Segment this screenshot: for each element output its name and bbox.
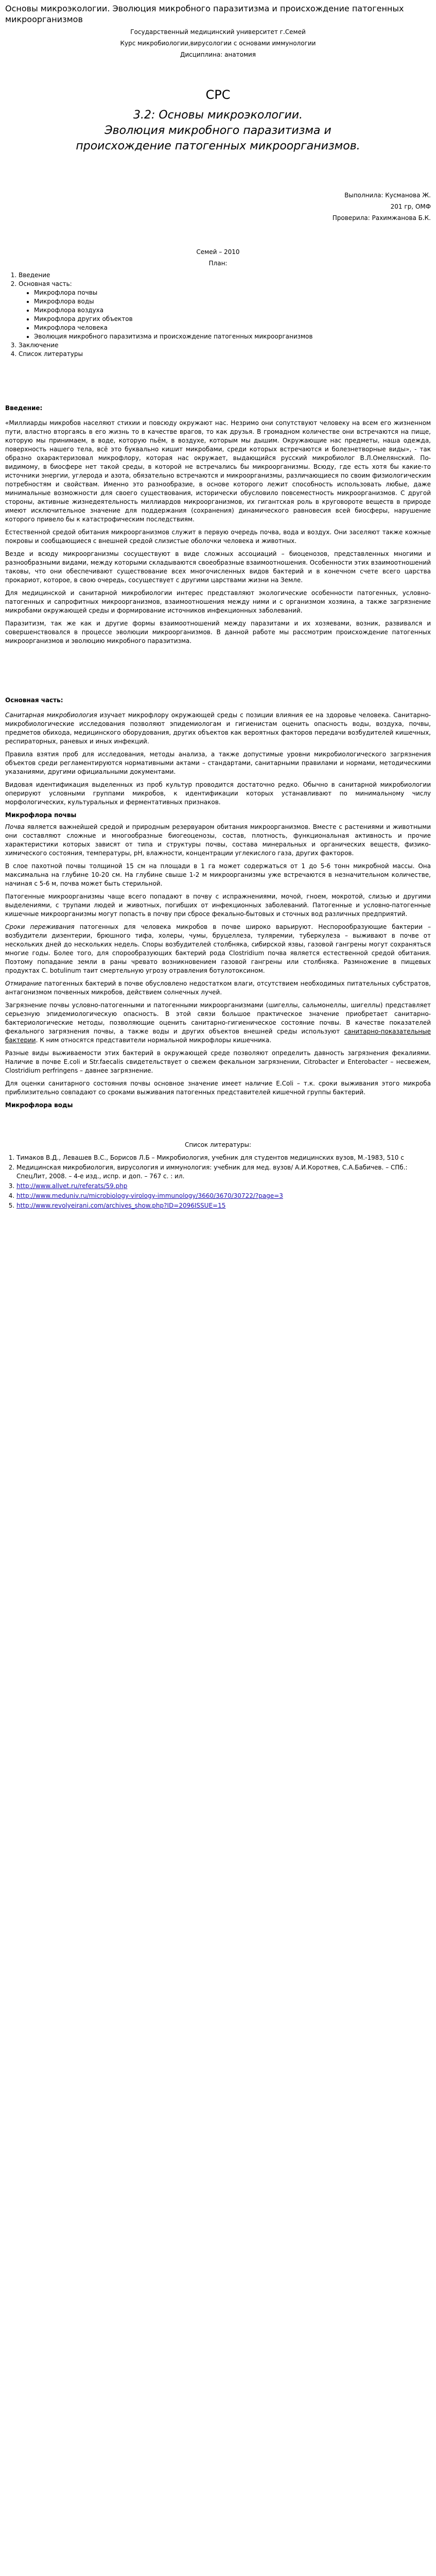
references-section <box>5 1141 431 1210</box>
plan-item-intro: 1. Введение <box>19 271 431 280</box>
university-name: Государственный медицинский университет г.Семей <box>130 28 306 36</box>
water-heading: Микрофлора воды <box>5 1101 73 1109</box>
soil-paragraph: В слое пахотной почвы толщиной 15 см на площади в 1 га может содержаться от 1 до 5-6 тонн микробной массы. Она максимальна на глубине 10-20 см. На глубине свыше 1-2 м микроорганизмы уже встречаются в незначительном количестве, начиная с 5-6 м, почва может быть стерильной. <box>5 862 431 887</box>
intro-section <box>5 404 431 646</box>
city-year: Семей – 2010 <box>196 248 240 256</box>
term: Почва <box>5 823 25 831</box>
intro-heading: Введение: <box>5 404 43 412</box>
soil-paragraph <box>5 923 431 975</box>
reference-link[interactable]: http://www.meduniv.ru/microbiology-virology-immunology/3660/3670/30722/?page=3 <box>16 1192 283 1199</box>
term: Санитарная микробиология <box>5 711 97 719</box>
plan-subitem: • Микрофлора воды <box>34 297 431 306</box>
main-paragraph <box>5 711 431 746</box>
soil-paragraph: Для оценки санитарного состояния почвы основное значение имеет наличие E.Coli – т.к. сроки выживания этого микроба приблизительно совпадают со сроками выживания патогенных представителей кишечной группы бактерий. <box>5 1080 431 1096</box>
soil-heading: Микрофлора почвы <box>5 811 77 819</box>
references-label: Список литературы: <box>184 1141 252 1148</box>
checker-name: Проверила: Рахимжанова Б.К. <box>332 214 431 222</box>
plan-subitem: • Микрофлора человека <box>34 324 431 332</box>
plan-item-references: 4. Список литературы <box>19 350 431 359</box>
reference-item <box>16 1192 431 1200</box>
paragraph-text: изучает микрофлору окружающей среды с позиции влияния ее на здоровье человека. Санитарно-микробиологические исследования позволяют эпидемиологам и гигиенистам оценить опасность воды, воздуха, почвы, предметов обихода, медицинского оборудования, других объектов как вероятных факторов передачи возбудителей кишечных, респираторных, раневых и иных инфекций. <box>5 711 431 745</box>
soil-paragraph: Патогенные микроорганизмы чаще всего попадают в почву с испражнениями, мочой, гноем, мокротой, слизью и другими выделениями, с трупами людей и животных, погибших от инфекционных заболеваний. Патогенные и условно-патогенные кишечные микроорганизмы могут попасть в почву при сбросе фекально-бытовых и сточных вод различных предприятий. <box>5 893 431 918</box>
soil-paragraph <box>5 1001 431 1045</box>
plan-item-conclusion: 3. Заключение <box>19 341 431 350</box>
group-name: 201 гр, ОМФ <box>390 203 431 210</box>
paragraph-text: . К ним относятся представители нормальной микрофлоры кишечника. <box>36 1037 272 1044</box>
document-page <box>0 0 436 1222</box>
work-subtitle <box>5 108 431 154</box>
indicator-bacteria-link[interactable]: санитарно-показательные бактерии <box>5 1028 431 1044</box>
subtitle-line-2: Эволюция микробного паразитизма и <box>104 124 332 137</box>
main-paragraph: Видовая идентификация выделенных из проб культур проводится достаточно редко. Обычно в санитарной микробиологии оперируют условными группами микробов, к идентификации которых устанавливают по минимальному числу морфологических, культуральных и ферментативных признаков. <box>5 781 431 806</box>
reference-item: 2. Медицинская микробиология, вирусология и иммунология: учебник для мед. вузов/ А.И.Коротяев, С.А.Бабичев. – СПб.: СпецЛит, 2008. – 4-е изд., испр. и доп. – 767 с. : ил. <box>16 1163 431 1181</box>
term: Отмирание <box>5 980 42 987</box>
document-title: Основы микроэкологии. Эволюция микробного паразитизма и происхождение патогенных микроорганизмов <box>5 4 404 24</box>
soil-paragraph <box>5 979 431 997</box>
soil-paragraph <box>5 823 431 858</box>
subtitle-line-1: 3.2: Основы микроэкологии. <box>133 109 303 122</box>
soil-paragraph: Разные виды выживаемости этих бактерий в окружающей среде позволяют определить давность загрязнения фекалиями. Наличие в почве E.coli и Str.faecalis свидетельствует о свежем фекальном загрязнении, Citrobacter и Enterobacter – несвежем, Clostridium perfringens – давнее загрязнение. <box>5 1049 431 1074</box>
references-list <box>5 1154 431 1210</box>
reference-item <box>16 1201 431 1210</box>
work-type: СРС <box>205 88 231 102</box>
plan-subitem: • Эволюция микробного паразитизма и происхождение патогенных микроорганизмов <box>34 332 431 341</box>
plan-subitem: • Микрофлора других объектов <box>34 315 431 324</box>
paragraph-text: патогенных для человека микробов в почве широко варьируют. Неспорообразующие бактерии – возбудители дизентерии, брюшного тифа, холеры, чумы, бруцеллеза, туляремии, туберкулеза – выживают в почве от нескольких дней до нескольких недель. Споры возбудителей столбняка, сибирской язвы, газовой гангрены могут сохраняться многие годы. Более того, для спорообразующих бактерий рода Clostridium почва является естественной средой обитания. Поэтому попадание земли в раны чревато возникновением газовой гангрены или столбняка. Размножение в пищевых продуктах C. botulinum таит смертельную угрозу отравления ботулотоксином. <box>5 923 431 974</box>
plan-subitem: • Микрофлора почвы <box>34 289 431 297</box>
main-section <box>5 696 431 1110</box>
main-paragraph: Правила взятия проб для исследования, методы анализа, а также допустимые уровни микробиологического загрязнения объектов среди регламентируются нормативными актами – стандартами, санитарными правилами и нормами, методическими указаниями, другими официальными документами. <box>5 751 431 775</box>
paragraph-text: является важнейшей средой и природным резервуаром обитания микроорганизмов. Вместе с растениями и животными они составляют сложные и многообразные биогеоценозы, состав, плотность, функциональная активность и прочие характеристики которых зависят от типа и структуры почвы, состава минеральных и органических веществ, физико-химического состояния, температуры, pH, влажности, концентрации углекислого газа, других факторов. <box>5 823 431 857</box>
term: Сроки переживания <box>5 923 75 930</box>
discipline-name: Дисциплина: анатомия <box>180 51 256 58</box>
plan-item-main <box>19 280 431 341</box>
plan-subitem: • Микрофлора воздуха <box>34 306 431 315</box>
reference-link[interactable]: http://www.allvet.ru/referats/59.php <box>16 1182 128 1190</box>
paragraph-text: патогенных бактерий в почве обусловлено недостатком влаги, отсутствием необходимых питательных субстратов, антагонизмом почвенных микробов, действием солнечных лучей. <box>5 980 431 996</box>
plan-list <box>5 271 431 359</box>
reference-item: 1. Тимаков В.Д., Левашев В.С., Борисов Л.Б – Микробиология, учебник для студентов медицинских вузов, М.-1983, 510 с <box>16 1154 431 1162</box>
plan-item-main-label: Основная часть: <box>19 280 72 287</box>
reference-item <box>16 1182 431 1191</box>
reference-link[interactable]: http://www.revolyeirani.com/archives_show.php?ID=2096ISSUE=15 <box>16 1202 226 1209</box>
intro-paragraph: Для медицинской и санитарной микробиологии интерес представляют экологические особенности патогенных, условно-патогенных и сапрофитных микроорганизмов, взаимоотношения между ними и с организмом хозяина, а также загрязнение микробами окружающей среды и формирование источников инфекционных заболеваний. <box>5 589 431 614</box>
plan-label: План: <box>208 260 228 267</box>
course-name: Курс микробиологии,вирусологии с основами иммунологии <box>120 40 316 47</box>
plan-sublist <box>19 289 431 341</box>
subtitle-line-3: происхождение патогенных микроорганизмов. <box>76 140 360 152</box>
intro-paragraph: Везде и всюду микроорганизмы сосуществуют в виде сложных ассоциаций – биоценозов, представленных многими и разнообразными видами, между которыми складываются своеобразные взаимоотношения. Особенности этих взаимоотношений таковы, что они обеспечивают существование всех многочисленных видов бактерий и в конечном счете всего царства прокариот, которое, в свою очередь, сосуществует с другими царствами жизни на Земле. <box>5 550 431 584</box>
author-name: Выполнила: Кусманова Ж. <box>344 192 431 199</box>
paragraph-text: Загрязнение почвы условно-патогенными и патогенными микроорганизмами (шигеллы, сальмонеллы, шигеллы) представляет серьезную эпидемиологическую опасность. В этой связи большое практическое значение приобретает санитарно-бактериологические методы, позволяющие оценить санитарно-гигиеническое состояние почвы. В качестве показателей фекального загрязнения почвы, а также воды и других объектов внешней среды используют <box>5 1002 431 1035</box>
intro-paragraph: Естественной средой обитания микроорганизмов служит в первую очередь почва, вода и воздух. Они заселяют также кожные покровы и сообщающиеся с внешней средой слизистые оболочки человека и животных. <box>5 529 431 545</box>
main-heading: Основная часть: <box>5 697 63 704</box>
intro-paragraph: «Миллиарды микробов населяют стихии и повсюду окружают нас. Незримо они сопутствуют человеку на всем его жизненном пути, властно вторгаясь в его жизнь то в качестве врагов, то как друзья. В громадном количестве они встречаются на пище, которую мы принимаем, в воде, которую пьём, в воздухе, которым мы дышим. Окружающие нас предметы, наша одежда, поверхность нашего тела, всё это буквально кишит микробами, среди которых встречаются и болезнетворные виды», - так образно охарактеризовал микрофлору, которая нас окружает, выдающийся русский микробиолог В.Л.Омелянский. По-видимому, в биосфере нет такой среды, в которой не встречались бы микроорганизмы. Всюду, где есть хотя бы какие-то источники энергии, углерода и азота, обязательно встречаются и микроорганизмы, различающиеся по своим физиологическим потребностям и свойствам. Именно это разнообразие, в основе которого лежит способность использовать любые, даже минимальные возможности для своего существования, исторически обусловило повсеместность микроорганизмов. С другой стороны, активные жизнедеятельность миллиардов микроорганизмов, их гигантская роль в круговороте веществ в природе имеют исключительное значение для поддержания (сохранения) динамического равновесия всей биосферы, нарушение которого привело бы к катастрофическим последствиям. <box>5 419 431 523</box>
intro-paragraph: Паразитизм, так же как и другие формы взаимоотношений между паразитами и их хозяевами, возник, развивался и совершенствовался в процессе эволюции микроорганизмов. В данной работе мы рассмотрим происхождение патогенных микроорганизмов и эволюцию микробного паразитизма. <box>5 620 431 645</box>
